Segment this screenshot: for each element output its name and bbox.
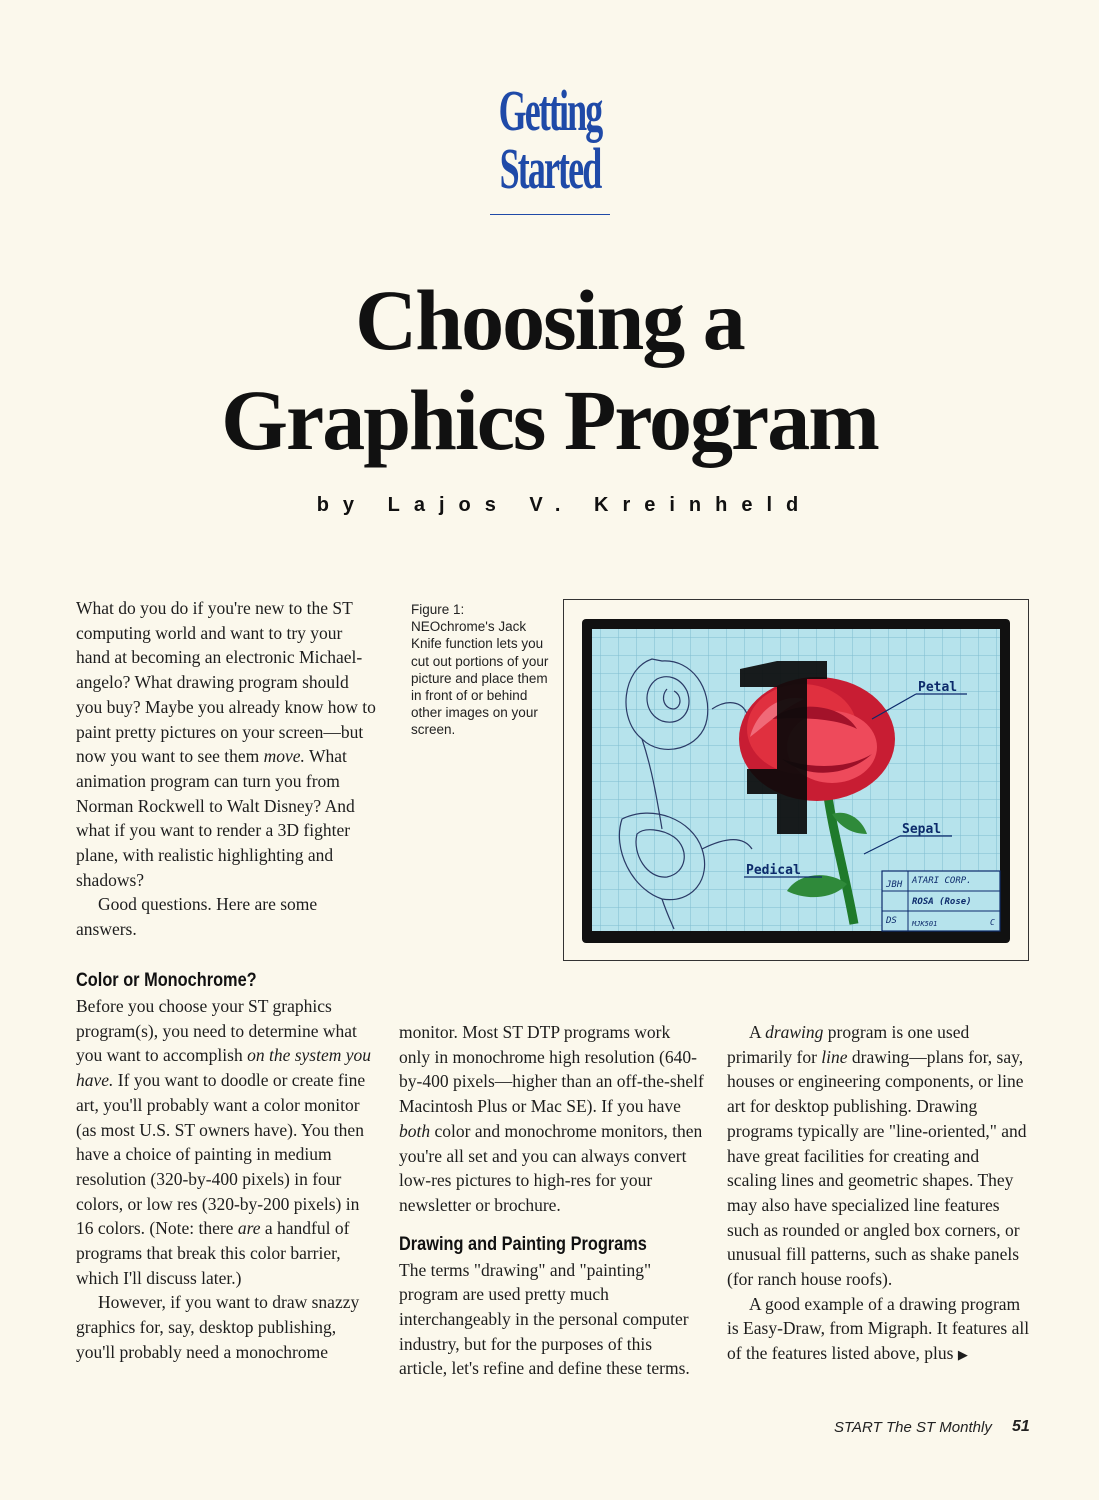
magazine-name: START The ST Monthly: [834, 1419, 992, 1436]
titleblock-company: ATARI CORP.: [912, 876, 972, 886]
byline: by Lajos V. Kreinheld: [316, 494, 813, 516]
intro-column: [76, 596, 376, 942]
page-footer: [834, 1419, 1034, 1436]
label-pedical: Pedical: [746, 863, 801, 878]
page-number: 51: [1012, 1418, 1030, 1435]
article-title: [0, 270, 1099, 470]
title-line-1: Choosing a: [355, 272, 744, 368]
section-kicker: [482, 78, 618, 201]
rose-illustration: [582, 619, 1010, 943]
intro-paragraph-2: Good questions. Here are some answers.: [76, 894, 318, 940]
column-2: [399, 1020, 704, 1381]
continued-arrow-icon: ▶: [957, 1347, 968, 1363]
titleblock-code: MJK501: [912, 920, 938, 928]
title-block: [882, 871, 1000, 931]
title-line-2: Graphics Program: [221, 372, 878, 468]
heading-drawing-and-painting: Drawing and Painting Programs: [399, 1233, 647, 1255]
kicker-line-2: Started: [499, 136, 601, 201]
figure-caption: Figure 1: NEOchrome's Jack Knife function lets you cut out portions of your picture and place them in front of or behind other images on your screen.: [411, 602, 549, 738]
paragraph-monitor: monitor. Most ST DTP programs work only in monochrome high resolution (640-by-400 pixels—higher than an off-the-shelf Macintosh Plus or Mac SE). If you have both color and monochrome monitors, then you're all set and you can always convert low-res pictures to high-res for your newsletter or brochure.: [399, 1022, 704, 1215]
figure-1: [563, 599, 1029, 961]
titleblock-subject: ROSA (Rose): [912, 897, 972, 907]
paragraph-easy-draw: A good example of a drawing program is Easy-Draw, from Migraph. It features all of the features listed above, plus ▶: [727, 1293, 1030, 1364]
column-1: [76, 968, 376, 1365]
label-petal: Petal: [918, 680, 958, 695]
kicker-rule: [490, 214, 610, 215]
titleblock-initials-1: JBH: [886, 880, 903, 890]
intro-paragraph-1: What do you do if you're new to the ST computing world and want to try your hand at becoming an electronic Michael-angelo? What drawing program should you buy? Maybe you already know how to paint pretty pictures on your screen—but now you want to see them move. What animation program can turn you from Norman Rockwell to Walt Disney? And what if you want to render a 3D fighter plane, with realistic highlighting and shadows?: [76, 598, 376, 890]
paragraph-terms: The terms "drawing" and "painting" program are used pretty much interchangeably in the personal computer industry, but for the purposes of this article, let's refine and define these terms.: [399, 1259, 690, 1379]
paragraph-color-1: Before you choose your ST graphics program(s), you need to determine what you want to accomplish on the system you have. If you want to doodle or create fine art, you'll probably want a color monitor (as most U.S. ST owners have). You then have a choice of painting in medium resolution (320-by-400 pixels) in four colors, or low res (320-by-200 pixels) in 16 colors. (Note: there are a handful of programs that break this color barrier, which I'll discuss later.): [76, 996, 372, 1288]
neochrome-screenshot: [582, 619, 1010, 943]
heading-color-or-monochrome: Color or Monochrome?: [76, 970, 257, 991]
titleblock-rev: C: [990, 918, 995, 927]
column-3: [727, 1020, 1032, 1368]
kicker-line-1: Getting: [498, 78, 602, 143]
label-sepal: Sepal: [902, 822, 942, 837]
titleblock-initials-2: DS: [886, 916, 897, 926]
paragraph-drawing-program: A drawing program is one used primarily for line drawing—plans for, say, houses or engineering components, or line art for desktop publishing. Drawing programs typically are "line-oriented," and have great facilities for creating and scaling lines and geometric shapes. They may also have specialized line features such as rounded or angled box corners, or unusual fill patterns, such as shake panels (for ranch house roofs).: [727, 1022, 1027, 1290]
paragraph-color-2: However, if you want to draw snazzy graphics for, say, desktop publishing, you'll probably need a monochrome: [76, 1292, 360, 1362]
